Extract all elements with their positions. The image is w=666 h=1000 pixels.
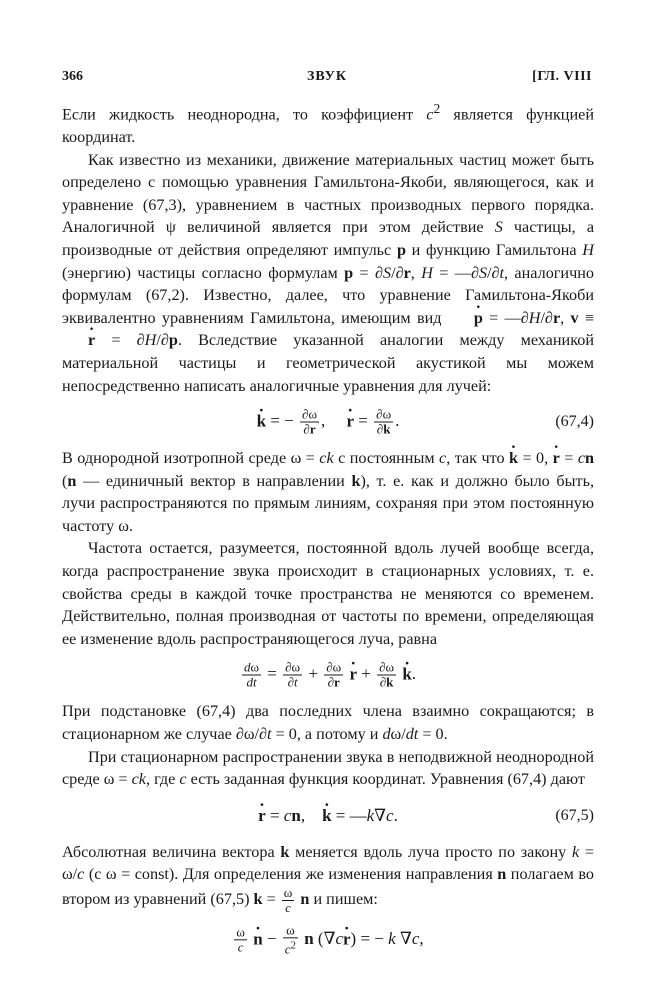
paragraph-4: Частота остается, разумеется, постоянной вдоль лучей вообще всегда, когда распространение звука происходит в стационарных условиях, т. е. свойства среды в каждой точке пространства не меняются со временем. Действительно, полная производная от частоты по времени, определяющая ее изменение вдоль распространяющегося луча, равна bbox=[62, 539, 594, 648]
equation-direction: $\frac{\omega}{c}$ · n − $\frac{\omega}{c^2}$ n (∇c· r) = − k ∇c, bbox=[62, 915, 594, 965]
page-number: 366 bbox=[62, 69, 83, 84]
equation-frequency-derivative: $\frac{d\omega}{dt}$ = $\frac{\partial\omega}{\partial t}$ + $\frac{\partial\omega}{\partial r}$ · r + $\frac{\partial\omega}{\partial k}$ · k. bbox=[62, 650, 594, 700]
paragraph-7: Абсолютная величина вектора k меняется вдоль луча просто по закону k = ω/c (с ω = const). Для определения же изменения направления n полагаем во втором из уравнений (67,5) k = $\frac{\omega}{c}$ n и пишем: bbox=[62, 842, 594, 916]
equation-label: (67,5) bbox=[555, 806, 594, 824]
running-header bbox=[62, 69, 592, 89]
paragraph-2: Как известно из механики, движение материальных частиц может быть определено с помощью уравнения Гамильтона-Якоби, являющегося, как и уравнение (67,3), уравнением в частных производных первого порядка. Аналогичной ψ величиной является при этом действие S частицы, а производные от действия определяют импульс p и функцию Гамильтона H (энергию) частицы согласно формулам p = ∂S/∂r, H = —∂S/∂t, аналогично формулам (67,2). Известно, далее, что уравнение Гамильтона-Якоби эквивалентно уравнениям Гамильтона, имеющим вид · p = —∂H/∂r, v ≡ · r = ∂H/∂p. Вследствие указанной аналогии между механикой материальной частицы и геометрической акустикой мы можем непосредственно написать аналогичные уравнения для лучей: bbox=[62, 149, 594, 398]
equation-67-4: · k = − $\frac{\partial\omega}{\partial r}$ , · r = $\frac{\partial\omega}{\partial k}$ . (67,4) bbox=[62, 397, 594, 447]
chapter-reference: [ГЛ. VIII bbox=[532, 69, 592, 84]
chapter-title: ЗВУК bbox=[306, 69, 348, 84]
paragraph-6: При стационарном распространении звука в неподвижной неоднородной среде ω = ck, где c есть заданная функция координат. Уравнения (67,4) дают bbox=[62, 747, 594, 789]
equation-67-5: · r = cn, · k = —k∇c. (67,5) bbox=[62, 791, 594, 841]
page-body bbox=[62, 98, 594, 965]
paragraph-5: При подстановке (67,4) два последних члена взаимно сокращаются; в стационарном же случае ∂ω/∂t = 0, а потому и dω/dt = 0. bbox=[62, 702, 594, 744]
paragraph-1: Если жидкость неоднородна, то коэффициент $c^2$ является функцией координат. bbox=[62, 101, 594, 146]
paragraph-3: В однородной изотропной среде ω = ck с постоянным c, так что · k = 0, · r = cn (n — единичный вектор в направлении k), т. е. как и должно было быть, лучи распространяются по прямым линиям, сохраняя при этом постоянную частоту ω. bbox=[62, 447, 594, 537]
equation-label: (67,4) bbox=[555, 413, 594, 431]
